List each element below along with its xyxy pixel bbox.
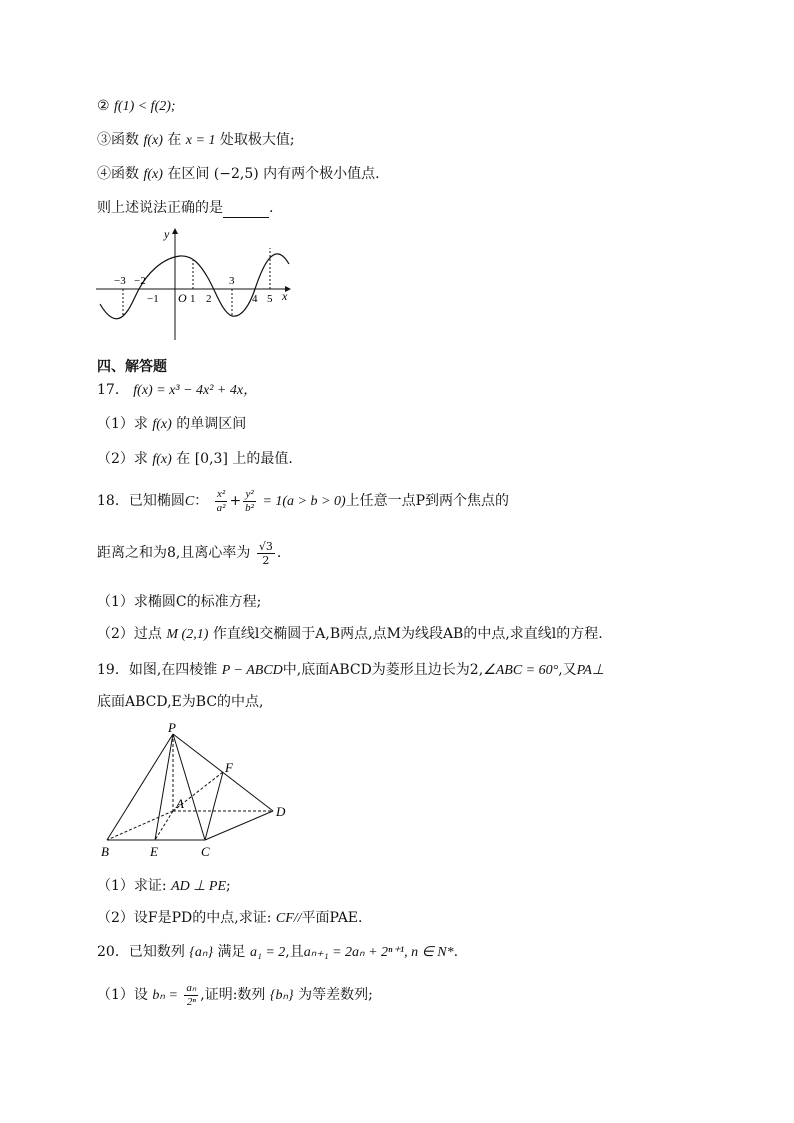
math-expr: f(x) [143, 133, 163, 148]
vertex-label-e: E [150, 844, 158, 859]
math-expr: CF// [275, 911, 302, 926]
vertex-label-a: A [176, 796, 184, 811]
math-expr: ∠ABC = 60° [483, 663, 559, 678]
edge-cf [205, 772, 223, 840]
text: （1）求 [97, 416, 148, 432]
text: 作直线l交椭圆于A,B两点,点M为线段AB的中点,求直线l的方程. [212, 626, 603, 642]
q20-part-1 [97, 980, 373, 1011]
origin-label: O [178, 291, 187, 305]
q18-part-1: （1）求椭圆C的标准方程; [97, 594, 262, 610]
math-expr: P − ABCD [221, 663, 283, 678]
tick-label: −3 [114, 275, 126, 287]
text: 上任意一点P到两个焦点的 [345, 493, 510, 509]
math-expr: = 1(a > b > 0) [262, 494, 346, 509]
text: . [269, 200, 274, 216]
text: 处取极大值; [219, 132, 295, 148]
math-expr: (−2,5) [213, 166, 259, 182]
fraction [215, 488, 228, 515]
math-expr: bₙ = [152, 988, 178, 1003]
tick-label: 4 [252, 293, 258, 305]
plus-sign: + [229, 493, 242, 509]
question-17 [97, 380, 257, 401]
question-19 [97, 660, 604, 681]
math-expr: x = 1 [185, 133, 216, 148]
math-expr: {aₙ} [189, 945, 214, 960]
tick-label: −1 [147, 293, 159, 305]
edge-cd [205, 811, 273, 840]
tick-label: 5 [267, 293, 273, 305]
text: ③函数 [97, 132, 139, 148]
math-expr: AD ⊥ PE [171, 879, 227, 894]
text: ,且 [285, 944, 304, 960]
conclusion [97, 198, 273, 218]
edge-pb [107, 734, 173, 840]
x-axis-label: x [282, 289, 288, 303]
text: （1）求证: [97, 878, 167, 894]
text: ： [194, 493, 209, 509]
text: （2）求 [97, 451, 148, 467]
question-20 [97, 942, 458, 963]
numerator: x² [215, 488, 228, 502]
denominator: a² [216, 501, 226, 514]
edge-ab [107, 811, 173, 840]
math-expr: f(x) = x³ − 4x² + 4x， [133, 383, 258, 398]
numerator: aₙ [186, 981, 197, 994]
math-expr: PA⊥ [576, 663, 605, 678]
text: 上的最值. [232, 451, 293, 467]
math-expr: M (2,1) [166, 627, 209, 642]
text: （1）设 [97, 987, 148, 1003]
fraction [243, 488, 256, 515]
numerator: √3 [258, 539, 273, 553]
q19-part-1 [97, 876, 231, 897]
edge-pe [155, 734, 173, 840]
text: 平面PAE. [301, 910, 363, 926]
fraction [184, 982, 198, 1009]
q18-part-2 [97, 624, 603, 645]
statement-3 [97, 130, 295, 151]
math-expr: f(x) [152, 452, 172, 467]
text: . [276, 545, 282, 561]
text: 满足 [217, 944, 246, 960]
text: 为等差数列; [298, 987, 373, 1003]
text: （2）设F是PD的中点,求证: [97, 910, 272, 926]
denominator: b² [245, 501, 254, 514]
vertex-label-b: B [101, 844, 109, 859]
fraction [257, 540, 275, 567]
text: （2）过点 [97, 626, 162, 642]
statement-4 [97, 164, 380, 185]
question-18 [97, 486, 509, 517]
text: 19．如图,在四棱锥 [97, 662, 218, 678]
function-graph [92, 226, 298, 344]
y-axis-label: y [164, 227, 170, 241]
math-expr: f(1) < f(2); [114, 99, 176, 114]
vertex-label-f: F [225, 760, 233, 775]
answer-blank [223, 203, 269, 218]
vertex-label-c: C [201, 844, 210, 859]
q17-part-2 [97, 449, 293, 470]
tick-label: −2 [134, 275, 146, 287]
math-expr: f(x) [152, 417, 172, 432]
vertex-label-p: P [168, 722, 176, 735]
text: 内有两个极小值点. [263, 166, 380, 182]
text: 在 [176, 451, 191, 467]
text: ,证明:数列 [200, 987, 266, 1003]
text: . [453, 944, 459, 960]
text: 18．已知椭圆 [97, 493, 185, 509]
text: 距离之和为8,且离心率为 [97, 545, 251, 561]
q19-line-2: 底面ABCD,E为BC的中点, [97, 694, 264, 710]
tick-label: 1 [190, 293, 196, 305]
math-expr: {bₙ} [269, 988, 294, 1003]
text: 20．已知数列 [97, 944, 185, 960]
denominator: 2 [262, 553, 270, 567]
math-expr: a₁ = 2 [249, 945, 286, 960]
math-expr: [0,3] [194, 451, 228, 467]
question-number: 17． [97, 382, 129, 398]
tick-label: 3 [229, 275, 235, 287]
math-expr: , n ∈ N* [404, 945, 454, 960]
pyramid-figure [95, 722, 295, 864]
math-expr: aₙ₊₁ = 2aₙ + 2ⁿ⁺¹ [303, 945, 405, 960]
text: 在 [167, 132, 182, 148]
text: 则上述说法正确的是 [97, 200, 223, 216]
q19-part-2 [97, 908, 362, 929]
math-expr: f(x) [143, 167, 163, 182]
statement-2 [97, 96, 176, 117]
vertex-label-d: D [276, 804, 286, 819]
edge-pc [173, 734, 205, 840]
function-curve [100, 254, 289, 319]
denominator: 2ⁿ [186, 995, 196, 1008]
math-expr: C [184, 494, 195, 509]
tick-label: 2 [206, 293, 212, 305]
q17-part-1 [97, 414, 246, 435]
text: 中,底面ABCD为菱形且边长为2, [282, 662, 484, 678]
text: ; [226, 878, 231, 894]
item-number: ② [97, 98, 110, 114]
text: ,又 [558, 662, 577, 678]
text: 在区间 [167, 166, 210, 182]
numerator: y² [243, 488, 256, 502]
text: 的单调区间 [176, 416, 247, 432]
text: ④函数 [97, 166, 139, 182]
q18-line-2 [97, 538, 281, 568]
section-heading: 四、解答题 [97, 359, 167, 375]
